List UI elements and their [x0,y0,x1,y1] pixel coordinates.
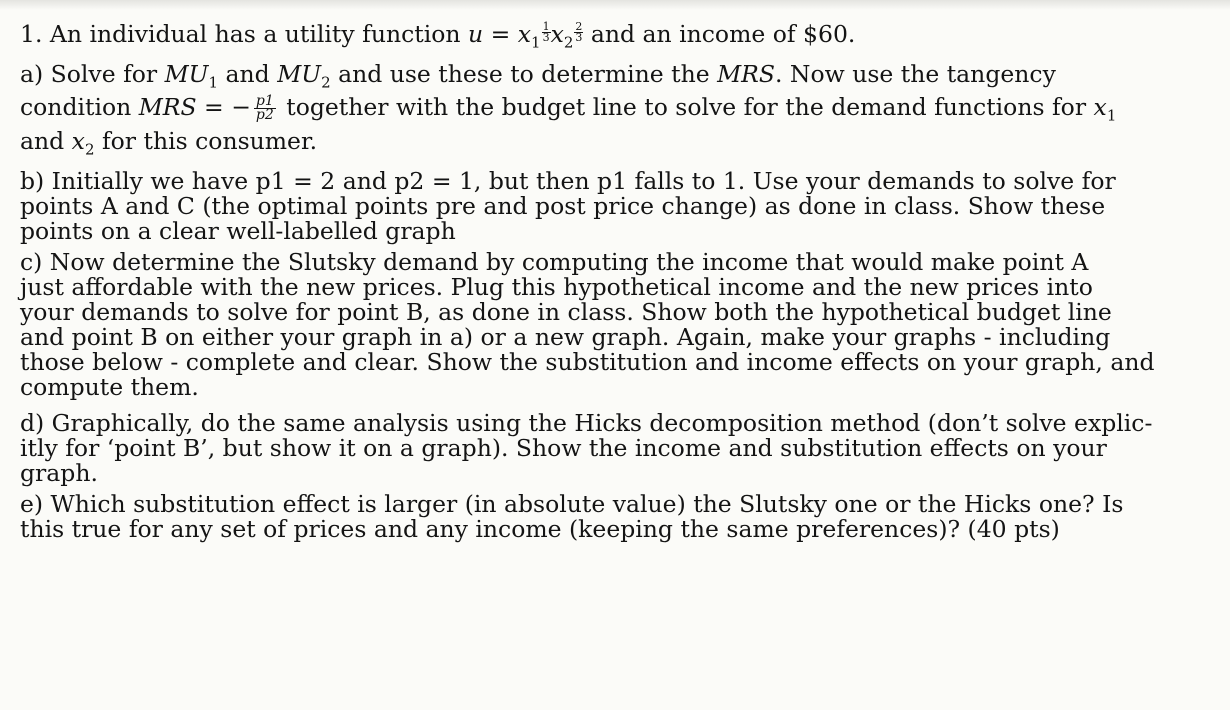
mrs-symbol: MRS [138,93,197,122]
part-e-line-1: e) Which substitution effect is larger (in absolute value) the Slutsky one or the Hicks one? Is [20,489,1124,518]
scan-edge [0,0,1230,10]
problem-intro [20,22,1210,56]
part-a-line-2: condition MRS = − $\frac{p1}{p2}$ together with the budget line to solve for the demand functions for $x_1$ [20,93,1117,126]
intro-text: 1. An individual has a utility function [20,20,468,48]
price-ratio-fraction [254,95,276,122]
utility-function: $u = x_1$ $\frac{1}{3}$ $x_2$ $\frac{2}{3}$ [467,20,583,52]
mu2-symbol: MU [277,59,322,88]
part-c-line-4: and point B on either your graph in a) or a new graph. Again, make your graphs - including [20,322,1111,351]
part-a-text: and [20,127,72,156]
part-c-line-2: just affordable with the new prices. Plug this hypothetical income and the new prices into [20,272,1093,301]
fraction-numerator: p1 [255,93,274,110]
part-c-line-3: your demands to solve for point B, as done in class. Show both the hypothetical budget line [20,297,1112,326]
part-b-line-2: points A and C (the optimal points pre and post price change) as done in class. Show these [20,191,1106,220]
part-d-line-2: itly for ‘point B’, but show it on a graph). Show the income and substitution effects on your [20,433,1107,462]
part-c-line-5: those below - complete and clear. Show the substitution and income effects on your graph, and [20,347,1155,376]
part-c-line-1: c) Now determine the Slutsky demand by computing the income that would make point A [20,247,1089,276]
part-a-text: and [218,59,278,88]
fraction-denominator: p2 [255,107,274,124]
part-b-line-3: points on a clear well-labelled graph [20,216,456,245]
equals-minus: = − [196,93,251,122]
part-e-line-2: this true for any set of prices and any income (keeping the same preferences)? (40 pts) [20,514,1060,543]
part-a-text: condition [20,93,139,122]
part-c-line-6: compute them. [20,372,199,401]
mrs-symbol: MRS [717,59,775,88]
part-a-text: . Now use the tangency [774,59,1056,88]
intro-income-text: and an income of $60. [583,20,856,48]
part-a-text: for this consumer. [94,127,318,156]
part-b-line-1: b) Initially we have p1 = 2 and p2 = 1, but then p1 falls to 1. Use your demands to solve for [20,166,1116,195]
part-a-text: a) Solve for [20,59,165,88]
part-d-line-1: d) Graphically, do the same analysis using the Hicks decomposition method (don’t solve explic- [20,408,1153,437]
part-a-text: together with the budget line to solve for the demand functions for [278,93,1094,122]
part-d-line-3: graph. [20,458,98,487]
part-a-line-1: a) Solve for $MU_1$ and $MU_2$ and use these to determine the MRS. Now use the tangency [20,59,1056,92]
part-a-line-3: and $x_2$ for this consumer. [20,127,318,159]
mu1-symbol: MU [164,59,209,88]
part-a-text: and use these to determine the [330,59,718,88]
